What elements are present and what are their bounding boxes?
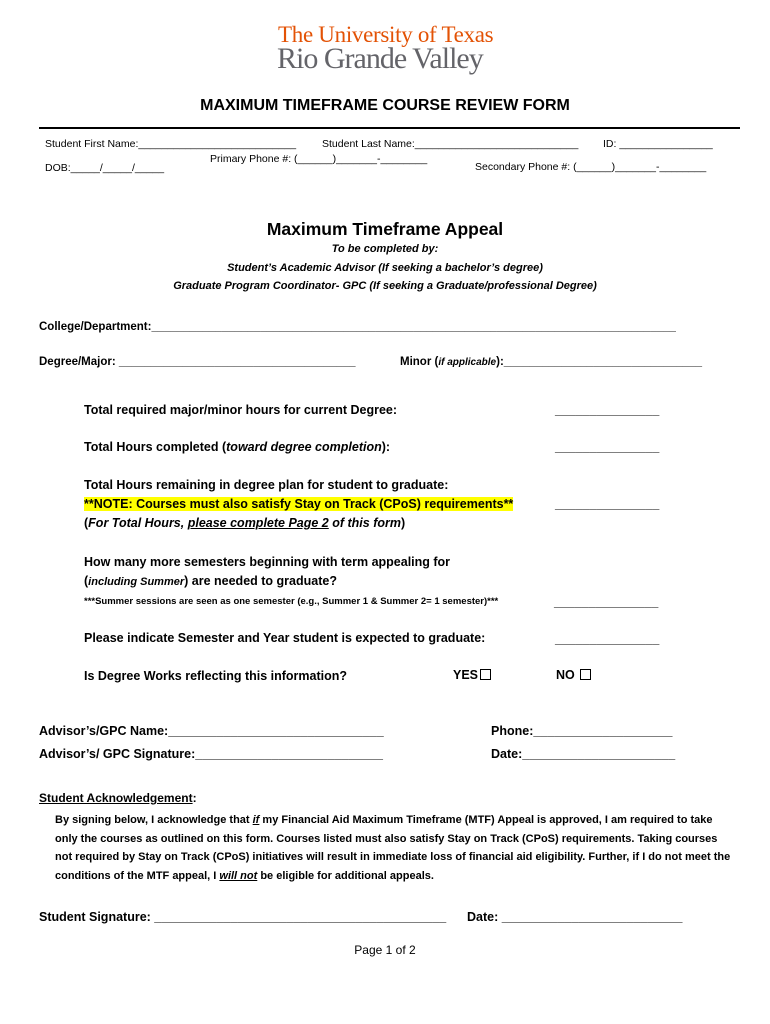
advisor-name-field[interactable]: Advisor’s/GPC Name:_______________________________ [39, 724, 384, 738]
page2-instruction: (For Total Hours, please complete Page 2 of this form) [84, 516, 406, 530]
total-completed-suffix: ): [381, 440, 391, 454]
yes-label: YES [453, 668, 479, 682]
appeal-title: Maximum Timeframe Appeal [266, 219, 504, 239]
total-required-blank[interactable]: _______________ [555, 403, 660, 417]
acknowledgement-heading: Student Acknowledgement: [39, 791, 197, 805]
student-last-name-field[interactable]: Student Last Name:____________________________ [322, 138, 579, 150]
total-completed-prefix: Total Hours completed ( [84, 440, 227, 454]
student-date-field[interactable]: Date: __________________________ [467, 910, 683, 924]
remaining-hours-label: Total Hours remaining in degree plan for student to graduate: [84, 478, 449, 492]
minor-suffix: ):_______________________________ [496, 356, 703, 368]
completed-by-label: To be completed by: [331, 243, 439, 255]
no-checkbox[interactable] [580, 669, 591, 680]
semesters-question-line2: (including Summer) are needed to graduate? [84, 574, 337, 588]
degree-works-question: Is Degree Works reflecting this information? [84, 669, 348, 683]
cpos-note [84, 497, 513, 511]
summer-note: ***Summer sessions are seen as one semester (e.g., Summer 1 & Summer 2= 1 semester)*** [84, 596, 499, 607]
college-department-field[interactable]: College/Department:__________________________________________________________________________________ [39, 321, 676, 333]
degree-major-field[interactable]: Degree/Major: _____________________________________ [39, 356, 356, 368]
yes-option[interactable] [453, 668, 491, 682]
expected-graduation-label: Please indicate Semester and Year student is expected to graduate: [84, 631, 486, 645]
minor-italic: if applicable [438, 357, 497, 368]
advisor-phone-field[interactable]: Phone:____________________ [491, 724, 673, 738]
student-signature-field[interactable]: Student Signature: __________________________________________ [39, 910, 447, 924]
title-divider [39, 127, 740, 129]
secondary-phone-field[interactable]: Secondary Phone #: (______)_______-________ [475, 161, 707, 173]
total-completed-italic: toward degree completion [226, 440, 382, 454]
total-required-label: Total required major/minor hours for current Degree: [84, 403, 398, 417]
page2-link-text: please complete Page 2 [187, 516, 329, 530]
advisor-signature-field[interactable]: Advisor’s/ GPC Signature:___________________________ [39, 747, 383, 761]
form-title: MAXIMUM TIMEFRAME COURSE REVIEW FORM [200, 97, 570, 114]
advisor-date-field[interactable]: Date:______________________ [491, 747, 676, 761]
student-id-field[interactable]: ID: ________________ [603, 138, 713, 150]
university-logo-line1: The University of Texas [278, 22, 494, 47]
minor-prefix: Minor ( [400, 356, 439, 368]
minor-field[interactable] [400, 356, 702, 368]
gpc-instruction: Graduate Program Coordinator- GPC (If seeking a Graduate/professional Degree) [173, 280, 597, 292]
advisor-instruction: Student’s Academic Advisor (If seeking a bachelor’s degree) [227, 262, 543, 274]
no-label: NO [556, 668, 575, 682]
student-first-name-field[interactable]: Student First Name:___________________________ [45, 138, 297, 150]
will-not-emphasis: will not [219, 869, 258, 882]
remaining-hours-blank[interactable]: _______________ [555, 497, 660, 511]
semesters-question-line1: How many more semesters beginning with term appealing for [84, 555, 451, 569]
no-option[interactable] [556, 668, 591, 682]
acknowledgement-text: By signing below, I acknowledge that if my Financial Aid Maximum Timeframe (MTF) Appeal is approved, I am required to take only the courses as outlined on this form. Courses listed must also satisfy Stay on Track (CPoS) requirements. Taking courses not required by Stay on Track (CPoS) initiatives will result in immediate loss of financial aid eligibility. Further, if I do not meet the conditions of the MTF appeal, I will not be eligible for additional appeals. [55, 814, 731, 882]
expected-graduation-blank[interactable]: _______________ [555, 632, 660, 646]
yes-checkbox[interactable] [480, 669, 491, 680]
cpos-note-text: **NOTE: Courses must also satisfy Stay on Track (CPoS) requirements** [84, 497, 514, 511]
if-emphasis: if [252, 814, 260, 826]
semesters-blank[interactable]: _______________ [554, 595, 659, 609]
page-number: Page 1 of 2 [354, 943, 416, 957]
primary-phone-field[interactable]: Primary Phone #: (______)_______-________ [210, 153, 428, 165]
university-logo-line2: Rio Grande Valley [277, 42, 483, 75]
dob-field[interactable]: DOB:_____/_____/_____ [45, 162, 165, 174]
total-completed-label [84, 440, 390, 454]
total-completed-blank[interactable]: _______________ [555, 440, 660, 454]
